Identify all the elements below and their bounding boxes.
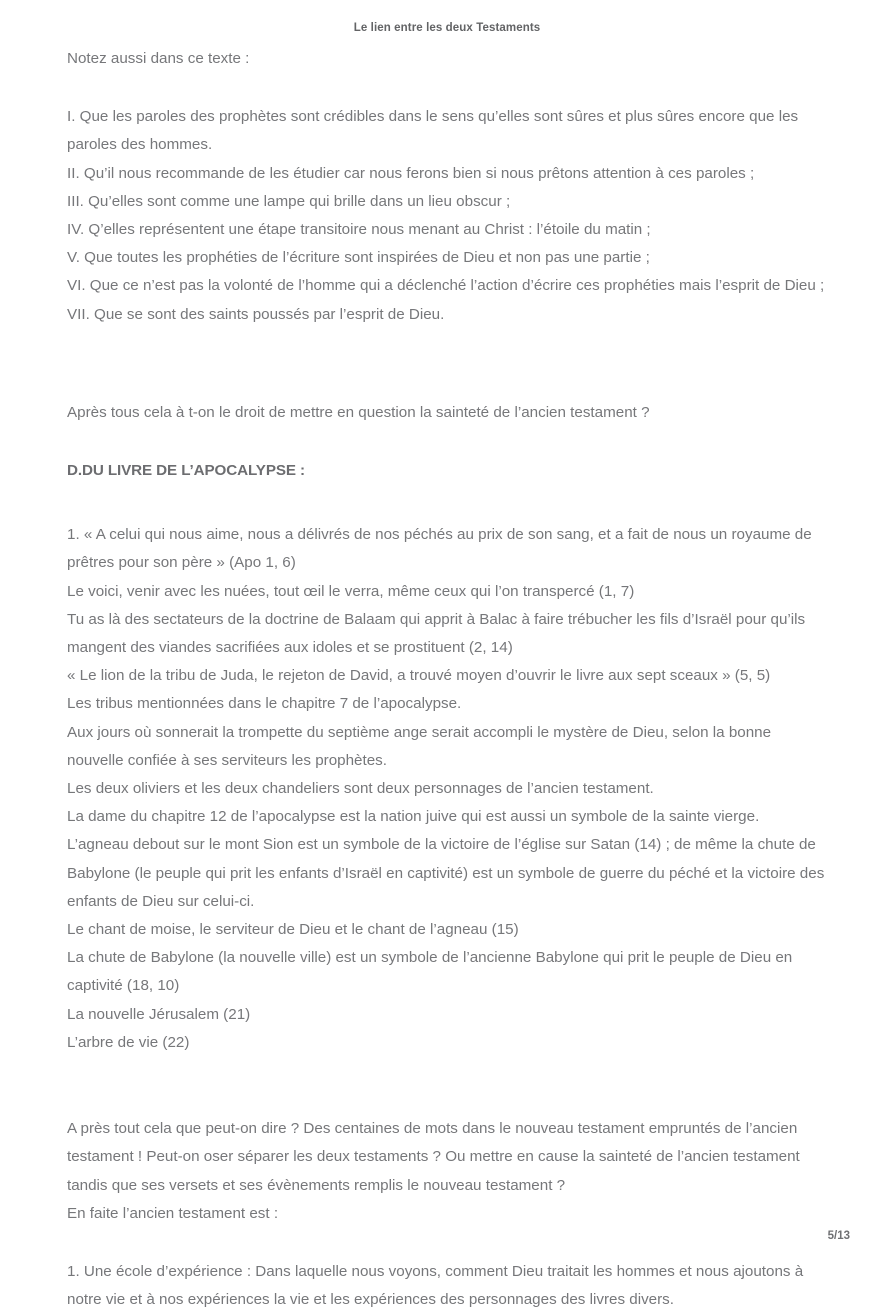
spacer <box>67 369 827 399</box>
document-body <box>67 45 827 1314</box>
section-heading-apocalypse: D.DU LIVRE DE L’APOCALYPSE : <box>67 462 305 480</box>
rhetorical-question: Après tous cela à t-on le droit de mettre en question la sainteté de l’ancien testament ? <box>67 403 650 421</box>
apocalypse-line-8: La dame du chapitre 12 de l’apocalypse est la nation juive qui est aussi un symbole de la sainte vierge. <box>67 808 760 826</box>
running-header: Le lien entre les deux Testaments <box>353 22 541 34</box>
apocalypse-line-13: L’arbre de vie (22) <box>67 1033 190 1051</box>
spacer <box>67 485 827 521</box>
numbered-point-1: I. Que les paroles des prophètes sont crédibles dans le sens qu’elles sont sûres et plus sûres encore que les paroles des hommes. <box>67 108 799 154</box>
spacer <box>67 427 827 457</box>
apocalypse-line-2: Le voici, venir avec les nuées, tout œil le verra, même ceux qui l’on transpercé (1, 7) <box>67 582 635 600</box>
intro-paragraph: Notez aussi dans ce texte : <box>67 50 250 67</box>
spacer <box>67 1228 827 1258</box>
apocalypse-line-9: L’agneau debout sur le mont Sion est un symbole de la victoire de l’église sur Satan (14) ; de même la chute de Babylone (le peuple qui prit les enfants d’Israël en captivité) est un symbole de guerre du péché et la victoire des enfants de Dieu sur celui-ci. <box>67 836 825 910</box>
numbered-point-5: V. Que toutes les prophéties de l’écriture sont inspirées de Dieu et non pas une partie ; <box>67 249 650 267</box>
apocalypse-line-10: Le chant de moise, le serviteur de Dieu et le chant de l’agneau (15) <box>67 921 519 939</box>
apocalypse-line-11: La chute de Babylone (la nouvelle ville) est un symbole de l’ancienne Babylone qui prit le peuple de Dieu en captivité (18, 10) <box>67 949 793 995</box>
apocalypse-line-1: 1. « A celui qui nous aime, nous a délivrés de nos péchés au prix de son sang, et a fait de nous un royaume de prêtres pour son père » (Apo 1, 6) <box>67 526 812 572</box>
apocalypse-line-12: La nouvelle Jérusalem (21) <box>67 1005 251 1023</box>
apocalypse-line-6: Aux jours où sonnerait la trompette du septième ange serait accompli le mystère de Dieu, selon la bonne nouvelle confiée à ses serviteurs les prophètes. <box>67 723 772 769</box>
numbered-point-6: VI. Que ce n’est pas la volonté de l’homme qui a déclenché l’action d’écrire ces prophéties mais l’esprit de Dieu ; <box>67 277 825 295</box>
spacer <box>67 1087 827 1115</box>
apocalypse-line-3: Tu as là des sectateurs de la doctrine de Balaam qui apprit à Balac à faire trébucher les fils d’Israël pour qu’ils mangent des viandes sacrifiées aux idoles et se prostituent (2, 14) <box>67 610 806 657</box>
numbered-point-2: II. Qu’il nous recommande de les étudier car nous ferons bien si nous prêtons attention à ces paroles ; <box>67 164 755 182</box>
closing-paragraph: A près tout cela que peut-on dire ? Des centaines de mots dans le nouveau testament empruntés de l’ancien testament ! Peut-on oser séparer les deux testaments ? Ou mettre en cause la sainteté de l’ancien testament tandis que ses versets et ses évènements remplis le nouveau testament ? <box>67 1120 800 1194</box>
numbered-point-7: VII. Que se sont des saints poussés par l’esprit de Dieu. <box>67 305 445 323</box>
spacer <box>67 329 827 369</box>
final-numbered-point: 1. Une école d’expérience : Dans laquelle nous voyons, comment Dieu traitait les hommes et nous ajoutons à notre vie et à nos expériences la vie et les expériences des personnages des livres divers. <box>67 1262 804 1309</box>
numbered-point-4: IV. Q’elles représentent une étape transitoire nous menant au Christ : l’étoile du matin ; <box>67 221 651 239</box>
apocalypse-line-7: Les deux oliviers et les deux chandeliers sont deux personnages de l’ancien testament. <box>67 780 654 798</box>
numbered-point-3: III. Qu’elles sont comme une lampe qui brille dans un lieu obscur ; <box>67 192 511 210</box>
apocalypse-line-5: Les tribus mentionnées dans le chapitre 7 de l’apocalypse. <box>67 695 462 713</box>
closing-lead: En faite l’ancien testament est : <box>67 1204 279 1222</box>
apocalypse-line-4: « Le lion de la tribu de Juda, le rejeton de David, a trouvé moyen d’ouvrir le livre aux sept sceaux » (5, 5) <box>67 667 771 685</box>
spacer <box>67 73 827 103</box>
spacer <box>67 1057 827 1087</box>
page-number: 5/13 <box>827 1230 850 1242</box>
